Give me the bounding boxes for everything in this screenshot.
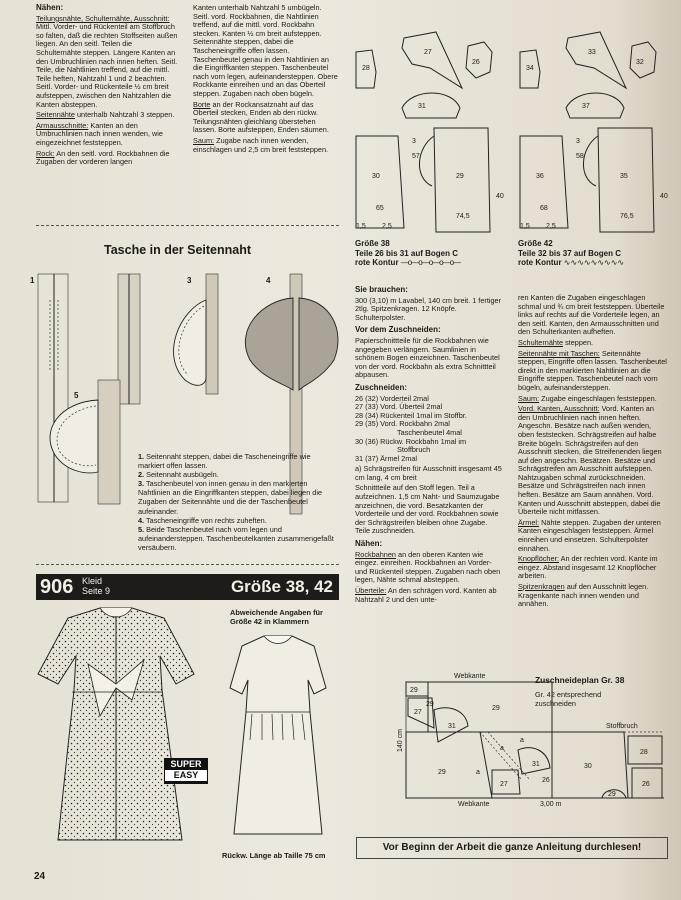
instructions-right (518, 294, 668, 611)
text-rock: An den seitl. vord. Rockbahnen die Zugaben der vorderen langen (36, 148, 170, 167)
cut-item: 29 (35) Vord. Rockbahn 2mal (355, 419, 450, 429)
label-saum-2: Saum: (518, 393, 540, 403)
piece-label-32: 32 (636, 59, 644, 66)
schnittteile-text: Schnittteile auf den Stoff legen. Teil a aufzeichnen. 1,5 cm Naht- und Saumzugabe anzeichnen, die vord. Besatzkanten der Vorderteile und der vord. Rockbahnen sowie der Schrägstreifen bleiben ohne Zugabe. Teile zuschneiden. (355, 483, 500, 536)
step-text: Seitennaht ausbügeln. (146, 470, 219, 480)
step-text: Taschenbeutel von innen genau in den markierten Nahtlinien an die Eingriffkanten steppen, dabei liegen die Zugaben der Seitennähte und die der Taschenbeutel aufeinander. (138, 479, 323, 516)
vor-zuschneiden-text: Papierschnittteile für die Rockbahnen wie angegeben verlängern. Saumlinien in schönem Bogen einzeichnen. Taschenbeutel von der vord. Rockbahn als extra Schnittteil abpausen. (355, 335, 500, 380)
piece-label-28: 28 (362, 65, 370, 72)
fig4-pocket-left (245, 298, 293, 390)
diagram-42-contour-label: rote Kontur (518, 258, 562, 268)
tasche-step (138, 470, 338, 479)
piece-36 (520, 136, 568, 228)
label-vord-kanten: Vord. Kanten, Ausschnitt: (518, 404, 600, 414)
cut-item: Stoffbruch (397, 445, 431, 455)
diagram-42-contour: rote Kontur ∿∿∿∿∿∿∿∿∿ (518, 258, 625, 268)
right-paragraph (518, 405, 668, 517)
cut-item: Taschenbeutel 4mal (397, 427, 462, 437)
badge-easy: EASY (165, 770, 207, 781)
pattern-diagram-42 (516, 28, 676, 233)
back-length-note: Rückw. Länge ab Taille 75 cm (222, 851, 326, 860)
step-text: Seitennaht steppen, dabei die Tascheneingriffe wie markiert offen lassen. (138, 452, 311, 471)
piece-27 (402, 32, 462, 88)
zuschneideplan-note-1: Gr. 42 entsprechend (535, 690, 602, 699)
diagram-42-parts: Teile 32 bis 37 auf Bogen C (518, 248, 621, 258)
mark-765: 76,5 (620, 213, 634, 220)
piece-29-pocket (419, 136, 434, 186)
text-seitennaehte: unterhalb Nahtzahl 3 steppen. (76, 110, 175, 120)
naehen-heading-2: Nähen: (355, 539, 383, 549)
piece-31 (402, 93, 460, 118)
model-kind-label: Kleid (82, 576, 103, 586)
tasche-step (138, 479, 338, 515)
badge-super: SUPER (170, 759, 202, 769)
naehen-column-1 (36, 4, 178, 169)
model-kind (82, 576, 110, 596)
plan-label-29b: 29 (492, 705, 500, 712)
text-borte: an der Rockansatznaht auf das Oberteil stecken, Enden ab den rückw. Teilungsnähten gleichlang überstehen lassen. Borte aufsteppen, Enden säumen. (193, 99, 329, 135)
diagram-38-caption (355, 239, 515, 268)
width-label: 140 cm (397, 729, 404, 752)
fig3-pocket (174, 300, 206, 385)
cut-item: 31 (37) Ärmel 2mal (355, 453, 418, 463)
step-number: 5. (138, 524, 145, 534)
label-knopfloecher: Knopflöcher: (518, 554, 559, 564)
abweichend-line-2: Größe 42 in Klammern (230, 617, 309, 626)
plan-label-29e: 26 (542, 777, 550, 784)
step-text: Beide Taschenbeutel nach vorn legen und aufeinandersteppen. Taschenbeutelkanten zusammengefaßt versäubern. (138, 524, 334, 552)
text-schulternaehte: steppen. (565, 337, 594, 347)
fig4-pocket-right (299, 298, 338, 390)
schraegstreifen-text: a) Schrägstreifen für Ausschnitt insgesamt 45 cm lang, 4 cm breit (355, 464, 502, 482)
label-teilungsnaehte: Teilungsnähte, Schulternähte, Ausschnitt: (36, 13, 170, 23)
brauchen-heading: Sie brauchen: (355, 285, 408, 294)
mark-40: 40 (496, 193, 504, 200)
abweichend-line-1: Abweichende Angaben für (230, 608, 323, 617)
tasche-step (138, 516, 338, 525)
piece-label-34: 34 (526, 65, 534, 72)
mark-57: 57 (412, 153, 420, 160)
mark-3: 3 (412, 138, 416, 145)
tasche-step (138, 525, 338, 552)
naehen-paragraph (36, 111, 178, 120)
mark-25: 2,5 (546, 223, 556, 230)
webkante-top: Webkante (454, 673, 486, 680)
plan-label-26: 26 (642, 781, 650, 788)
diagram-42-size: Größe 42 (518, 239, 553, 248)
label-rockbahnen: Rockbahnen (355, 549, 396, 559)
webkante-bottom: Webkante (458, 801, 490, 808)
dress-back-body (230, 636, 326, 834)
cut-item: 27 (33) Vord. Überteil 2mal (355, 402, 443, 412)
right-paragraph (518, 519, 668, 553)
plan-label-28: 28 (640, 749, 648, 756)
mark-15: 1,5 (520, 223, 530, 230)
label-seitennaehte-taschen: Seitennähte mit Taschen: (518, 348, 600, 358)
mark-25: 2,5 (382, 223, 392, 230)
plan-label-a: a (500, 745, 504, 752)
instructions-middle (355, 286, 502, 606)
label-ueberteile: Überteile: (355, 586, 387, 595)
piece-label-36: 36 (536, 173, 544, 180)
mark-40: 40 (660, 193, 668, 200)
mark-68: 68 (540, 205, 548, 212)
right-paragraph (518, 339, 668, 348)
rock-paragraph: Kanten unterhalb Nahtzahl 5 umbügeln. Seitl. vord. Rockbahnen, die Nahtlinien treffend, auf die mittl. vord. Rockbahn stecken. Kanten ½ cm breit aufsteppen. Seitennähte steppen, dabei die Tascheneingriffe offen lassen. Taschenbeutel genau in den Nahtlinien an die Eingriffkanten steppen. Taschenbeutel nach vorn legen, aufeinandersteppen. Obere Rockkante einreihen und an das Oberteil steppen. Zugaben nach oben bügeln. (193, 3, 338, 98)
model-page-ref: Seite 9 (82, 586, 111, 596)
plan-label-a3: a (476, 769, 480, 776)
text-knopfloecher: An der rechten vord. Kante im eingez. Abstand insgesamt 12 Knopflöcher arbeiten. (518, 554, 658, 581)
text-saum-2: Zugabe eingeschlagen feststeppen. (541, 393, 657, 403)
label-aermel: Ärmel: (518, 517, 540, 527)
piece-label-30: 30 (372, 173, 380, 180)
cut-item: 26 (32) Vorderteil 2mal (355, 393, 429, 403)
ueberteile-paragraph (355, 587, 502, 604)
label-spitzenkragen: Spitzenkragen (518, 582, 565, 591)
diagram-42-caption (518, 239, 678, 268)
fig-label-1: 1 (30, 276, 35, 285)
plan-piece-29-large (428, 682, 552, 732)
stoffbruch-label: Stoffbruch (606, 723, 638, 730)
plan-label-29: 29 (410, 687, 418, 694)
dress-back-illustration (222, 630, 332, 840)
step-number: 3. (138, 479, 145, 489)
plan-label-27b: 27 (500, 781, 508, 788)
cut-item: 30 (36) Rückw. Rockbahn 1mal im (355, 436, 467, 446)
diagram-38-parts: Teile 26 bis 31 auf Bogen C (355, 248, 458, 258)
dress-front-illustration (22, 604, 212, 854)
super-easy-badge (164, 758, 208, 784)
right-paragraph (518, 395, 668, 404)
plan-label-31b: 31 (532, 761, 540, 768)
right-paragraph (518, 555, 668, 581)
fig5-fabric (98, 380, 120, 504)
piece-35-pocket (583, 136, 598, 186)
fig-label-5: 5 (74, 391, 79, 400)
model-header (36, 574, 339, 600)
label-schulternaehte: Schulternähte (518, 337, 564, 347)
tasche-step (138, 452, 338, 470)
step-number: 1. (138, 452, 145, 461)
rockbahnen-paragraph (355, 551, 502, 585)
right-paragraph: ren Kanten die Zugaben eingeschlagen schmal und ¾ cm breit feststeppen. Überteile links auf rechts auf die Vorderteile legen, an den seitl. Kanten, den Armausschnitten und den Schulterkanten aufheften. (518, 293, 665, 337)
fig3-fabric (206, 274, 218, 394)
step-number: 4. (138, 515, 145, 525)
piece-label-35: 35 (620, 173, 628, 180)
plan-label-27: 27 (414, 709, 422, 716)
borte-paragraph (193, 101, 338, 135)
section-divider (36, 225, 339, 226)
piece-label-26: 26 (472, 59, 480, 66)
piece-label-27: 27 (424, 49, 432, 56)
piece-label-31: 31 (418, 103, 426, 110)
plan-label-31: 31 (448, 723, 456, 730)
text-aermel: Nähte steppen. Zugaben der unteren Kanten eingeschlagen feststeppen. Ärmel einreihen und einsetzen. Schulterpolster einnähen. (518, 517, 661, 553)
cut-item: 28 (34) Rückenteil 1mal im Stoffbr. (355, 410, 467, 420)
mark-745: 74,5 (456, 213, 470, 220)
plan-label-29c: 29 (438, 769, 446, 776)
zuschneideplan-note-2: zuschneiden (535, 698, 576, 708)
piece-33 (566, 32, 626, 88)
naehen-heading: Nähen: (36, 3, 64, 12)
piece-label-33: 33 (588, 49, 596, 56)
naehen-paragraph (36, 150, 178, 167)
text-rockbahnen: an den oberen Kanten wie eingez. einreihen. Rockbahnen an Vorder- und Rückenteil steppen. Zugaben nach oben legen, Nähte schmal absteppen. (355, 549, 501, 585)
fig-label-3: 3 (187, 276, 192, 285)
diagram-38-contour-label: rote Kontur (355, 258, 399, 268)
plan-label-a2: a (520, 737, 524, 744)
label-seitennaehte: Seitennähte (36, 110, 75, 120)
mark-58: 58 (576, 153, 584, 160)
plan-label-30: 30 (584, 763, 592, 770)
step-text: Tascheneingriffe von rechts zuheften. (146, 515, 267, 525)
mark-15: 1,5 (356, 223, 366, 230)
naehen-paragraph (36, 15, 178, 110)
model-number: 906 (40, 576, 74, 598)
zuschneiden-heading: Zuschneiden: (355, 382, 408, 392)
mark-3: 3 (576, 138, 580, 145)
length-label: 3,00 m (540, 801, 562, 808)
label-borte: Borte (193, 99, 211, 109)
diagram-38-size: Größe 38 (355, 239, 390, 248)
label-armausschnitte: Armausschnitte: (36, 120, 89, 130)
step-number: 2. (138, 470, 145, 480)
tasche-steps (138, 452, 338, 552)
right-paragraph (518, 583, 668, 609)
piece-37 (566, 93, 624, 118)
plan-label-29d: 29 (608, 791, 616, 798)
text-teilungsnaehte: Mittl. Vorder- und Rückenteil am Stoffbruch so falten, daß die rechten Stoffseiten außen liegen. An den seitl. Teilen die Schulternähte steppen. Längere Kanten an den Umbruchlinien nach innen heften. Seitl. Teile, die Nahtlinien treffend, auf die mittl. Teile heften, Nahtzahl 1 und 2 beachten. Seitl. Vorder- und Rückenteile ½ cm breit aufsteppen, zwischen den Nahtzahlen die Kanten absteppen. (36, 22, 178, 109)
diagram-38-contour: rote Kontur —o—o—o—o—o— (355, 258, 461, 268)
model-sizes: Größe 38, 42 (230, 577, 333, 596)
zuschneideplan-title: Zuschneideplan Gr. 38 (535, 675, 625, 685)
naehen-paragraph (36, 122, 178, 148)
vor-zuschneiden-heading: Vor dem Zuschneiden: (355, 325, 441, 335)
piece-label-37: 37 (582, 103, 590, 110)
plan-piece-29-bottom (406, 732, 492, 798)
saum-paragraph (193, 137, 338, 154)
brauchen-text: 300 (3,10) m Lavabel, 140 cm breit. 1 fertiger 2tlg. Spitzenkragen. 12 Knöpfe. Schulterpolster. (355, 295, 502, 322)
abweichende-angaben (230, 608, 342, 626)
piece-30 (356, 136, 404, 228)
zuschneiden-list (355, 395, 502, 464)
piece-label-29: 29 (456, 173, 464, 180)
text-seitennaehte-taschen: Seitennähte steppen, Eingriffe offen lassen. Taschenbeutel direkt in den markierten Nahtlinien an die Eingriffe steppen. Taschenbeutel nach vorn bügeln, aufeinandersteppen. (518, 348, 667, 392)
section-divider (36, 564, 339, 565)
text-armausschnitte: Kanten an den Umbruchlinien nach innen wenden, wie eingezeichnet feststeppen. (36, 120, 163, 147)
pattern-diagram-38 (352, 28, 512, 233)
text-vord-kanten: Vord. Kanten an den Umbruchlinien nach innen heften. Angeschn. Besätze nach außen wenden, oben feststecken. Schrägstreifen auf halbe Breite bügeln. Schrägstreifen auf den Ausschnitt stecken, die Streifenenden liegen auf den angeschn. Besätzen. Besätze und Schrägstreifen am Ausschnitt aufsteppen. Nahtzugaben schmal zurückschneiden. Besätze und Schrägstreifen nach innen heften. Besätze am Saum annähen. Vord. Kanten und Ausschnitt absteppen, dabei die Überteile nicht mitfassen. (518, 404, 662, 517)
page-number: 24 (34, 871, 46, 882)
text-spitzenkragen: auf den Ausschnitt legen. Kragenkante nach innen wenden und annähen. (518, 582, 649, 609)
mark-65: 65 (376, 205, 384, 212)
fig1-fabric (38, 274, 68, 502)
tasche-title: Tasche in der Seitennaht (104, 243, 252, 257)
text-saum: Zugabe nach innen wenden, einschlagen und 2,5 cm breit feststeppen. (193, 135, 329, 154)
right-paragraph (518, 350, 668, 393)
label-saum: Saum: (193, 135, 215, 145)
footer-note: Vor Beginn der Arbeit die ganze Anleitung durchlesen! (356, 837, 668, 859)
plan-label-26b: 29 (426, 701, 434, 708)
zuschneideplan-diagram (392, 670, 672, 810)
label-rock: Rock: (36, 148, 55, 158)
text-ueberteile: An den schrägen vord. Kanten ab Nahtzahl 2 und den unte- (355, 586, 497, 604)
fig-label-4: 4 (266, 276, 271, 285)
naehen-column-2 (193, 4, 338, 156)
